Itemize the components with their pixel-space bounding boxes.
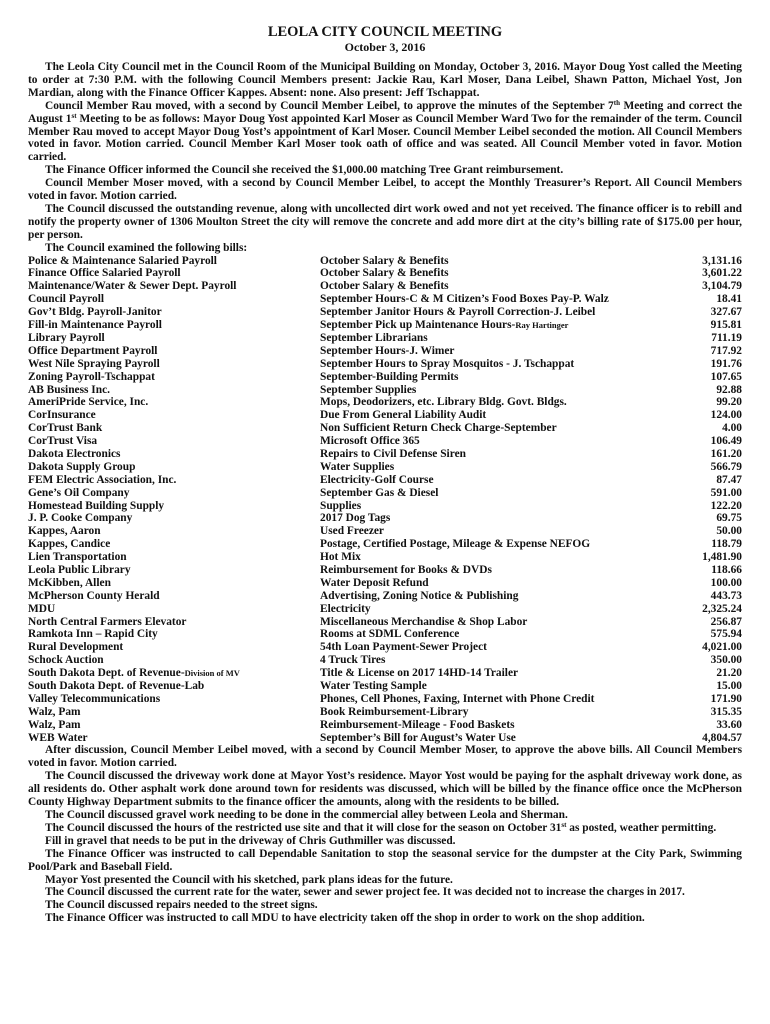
bill-vendor: Walz, Pam (28, 718, 81, 731)
bills-approval-paragraph: After discussion, Council Member Leibel moved, with a second by Council Member Moser, to approve the above bills. All Council Members voted in favor. Motion carried. (28, 744, 742, 770)
bill-row (28, 319, 742, 332)
document-title: LEOLA CITY COUNCIL MEETING (267, 24, 503, 40)
park-plans-paragraph: Mayor Yost presented the Council with his sketched, park plans ideas for the future. (45, 873, 453, 886)
fill-gravel-paragraph: Fill in gravel that needs to be put in the driveway of Chris Guthmiller was discussed. (45, 834, 456, 847)
bill-amount: 591.00 (710, 486, 742, 499)
bill-vendor: Gene’s Oil Company (28, 486, 130, 499)
bill-description: Water Deposit Refund (320, 576, 429, 589)
bill-vendor: Office Department Payroll (28, 344, 158, 357)
bill-amount: 50.00 (716, 525, 742, 538)
bill-vendor: CorTrust Visa (28, 435, 98, 448)
bill-description: 54th Loan Payment-Sewer Project (320, 641, 487, 654)
bill-row (28, 641, 742, 654)
bill-amount: 18.41 (716, 293, 742, 306)
bill-amount: 566.79 (710, 460, 742, 473)
bill-description: 2017 Dog Tags (320, 512, 391, 525)
bill-amount: 191.76 (710, 357, 742, 370)
bill-amount: 256.87 (710, 615, 742, 628)
bill-amount: 106.49 (710, 435, 742, 448)
bill-row (28, 345, 742, 358)
meeting-date: October 3, 2016 (344, 40, 426, 54)
bill-description: Reimbursement for Books & DVDs (320, 563, 492, 576)
bill-vendor: Gov’t Bldg. Payroll-Janitor (28, 306, 162, 319)
bill-description: Advertising, Zoning Notice & Publishing (320, 589, 519, 602)
bill-description: Supplies (320, 499, 362, 512)
bill-vendor: Police & Maintenance Salaried Payroll (28, 254, 217, 267)
bill-description: Water Testing Sample (320, 679, 427, 692)
bill-row (28, 267, 742, 280)
bill-row (28, 538, 742, 551)
bill-description: September Pick up Maintenance Hours-Ray Hartinger (320, 319, 569, 332)
bill-amount: 21.20 (716, 667, 742, 680)
bill-vendor: Ramkota Inn – Rapid City (28, 628, 158, 641)
bill-description: September Janitor Hours & Payroll Correction-J. Leibel (320, 306, 596, 319)
bill-row (28, 280, 742, 293)
bill-amount: 3,131.16 (702, 254, 742, 267)
bill-vendor: Homestead Building Supply (28, 499, 165, 512)
bill-amount: 118.66 (711, 563, 742, 576)
bill-description: September Hours to Spray Mosquitos - J. Tschappat (320, 357, 575, 370)
bill-amount: 15.00 (716, 679, 742, 692)
bill-description: Postage, Certified Postage, Mileage & Expense NEFOG (320, 538, 591, 551)
bill-description: Repairs to Civil Defense Siren (320, 447, 466, 460)
bill-row (28, 500, 742, 513)
bill-description: September Gas & Diesel (320, 486, 439, 499)
bill-description: Due From General Liability Audit (320, 409, 487, 422)
bill-amount: 711.19 (711, 331, 742, 344)
bill-description: October Salary & Benefits (320, 254, 449, 267)
bill-amount: 99.20 (716, 396, 742, 409)
bill-amount: 350.00 (710, 654, 742, 667)
bill-vendor: Maintenance/Water & Sewer Dept. Payroll (28, 280, 237, 293)
bill-amount: 327.67 (710, 306, 742, 319)
bill-vendor: West Nile Spraying Payroll (28, 357, 160, 370)
bill-description: Microsoft Office 365 (320, 435, 420, 448)
bill-vendor: Schock Auction (28, 654, 104, 667)
bill-vendor: J. P. Cooke Company (28, 512, 133, 525)
tree-grant-paragraph: The Finance Officer informed the Council she received the $1,000.00 matching Tree Grant reimbursement. (45, 164, 564, 177)
bill-vendor: AmeriPride Service, Inc. (28, 396, 149, 409)
bill-vendor: Kappes, Aaron (28, 525, 101, 538)
bill-amount: 87.47 (716, 473, 742, 486)
bill-vendor: McKibben, Allen (28, 576, 111, 589)
bill-amount: 2,325.24 (702, 602, 742, 615)
bill-amount: 33.60 (716, 718, 742, 731)
bill-description: Mops, Deodorizers, etc. Library Bldg. Govt. Bldgs. (320, 396, 567, 409)
bill-row (28, 719, 742, 732)
bill-row (28, 487, 742, 500)
bill-row (28, 422, 742, 435)
bill-description: Phones, Cell Phones, Faxing, Internet with Phone Credit (320, 692, 595, 705)
outstanding-revenue-paragraph: The Council discussed the outstanding revenue, along with uncollected dirt work owed and not yet received. The finance officer is to rebill and notify the property owner of 1306 Moulton Street the city will remove the concrete and add more dirt at the city’s billing rate of $175.00 per hour, per person. (28, 202, 742, 241)
gravel-alley-paragraph: The Council discussed gravel work needing to be done in the commercial alley between Leola and Sherman. (45, 808, 568, 821)
bill-description: Used Freezer (320, 525, 384, 538)
bill-description: Rooms at SDML Conference (320, 628, 460, 641)
bill-row (28, 293, 742, 306)
bill-amount: 4,021.00 (702, 641, 742, 654)
bills-intro-paragraph: The Council examined the following bills: (45, 241, 248, 254)
bill-row (28, 732, 742, 745)
bill-vendor: Dakota Electronics (28, 447, 121, 460)
bill-row (28, 654, 742, 667)
treasurer-report-paragraph: Council Member Moser moved, with a second by Council Member Leibel, to accept the Monthly Treasurer’s Report. All Council Members voted in favor. Motion carried. (28, 177, 742, 203)
bill-amount: 315.35 (710, 705, 742, 718)
bill-description: 4 Truck Tires (320, 654, 386, 667)
bill-amount: 92.88 (716, 383, 742, 396)
bill-description: Title & License on 2017 14HD-14 Trailer (320, 667, 519, 680)
bill-row (28, 332, 742, 345)
bill-row (28, 512, 742, 525)
bills-table (28, 255, 742, 745)
bill-description: September’s Bill for August’s Water Use (320, 731, 516, 744)
bill-row (28, 551, 742, 564)
bill-amount: 171.90 (710, 692, 742, 705)
bill-row (28, 474, 742, 487)
bill-vendor: Library Payroll (28, 331, 105, 344)
bill-vendor: Council Payroll (28, 293, 105, 306)
bill-vendor: AB Business Inc. (28, 383, 110, 396)
bill-vendor: Zoning Payroll-Tschappat (28, 370, 155, 383)
bill-vendor: Fill-in Maintenance Payroll (28, 319, 162, 332)
bill-description: Electricity-Golf Course (320, 473, 434, 486)
bill-row (28, 358, 742, 371)
bill-vendor: Finance Office Salaried Payroll (28, 267, 181, 280)
bill-amount: 443.73 (710, 589, 742, 602)
bill-vendor: Leola Public Library (28, 563, 131, 576)
bill-amount: 122.20 (710, 499, 742, 512)
bill-amount: 575.94 (710, 628, 742, 641)
bill-vendor: CorTrust Bank (28, 422, 103, 435)
bill-row (28, 616, 742, 629)
bill-amount: 4,804.57 (702, 731, 742, 744)
bill-vendor: WEB Water (28, 731, 88, 744)
bill-row (28, 667, 742, 680)
street-signs-paragraph: The Council discussed repairs needed to the street signs. (45, 899, 318, 912)
bill-row (28, 603, 742, 616)
bill-amount: 107.65 (710, 370, 742, 383)
bill-description: October Salary & Benefits (320, 267, 449, 280)
bill-row (28, 306, 742, 319)
bill-description: September Hours-J. Wimer (320, 344, 455, 357)
bill-vendor: South Dakota Dept. of Revenue-Division of MV (28, 667, 240, 680)
bill-amount: 100.00 (710, 576, 742, 589)
bill-description: September Librarians (320, 331, 428, 344)
bill-description: Reimbursement-Mileage - Food Baskets (320, 718, 515, 731)
bill-description: Book Reimbursement-Library (320, 705, 469, 718)
bill-row (28, 693, 742, 706)
bill-amount: 124.00 (710, 409, 742, 422)
restricted-site-paragraph: The Council discussed the hours of the restricted use site and that it will close for the season on October 31st as posted, weather permitting. (45, 820, 717, 834)
bill-amount: 717.92 (710, 344, 742, 357)
bill-row (28, 628, 742, 641)
bill-vendor: FEM Electric Association, Inc. (28, 473, 177, 486)
bill-vendor: Walz, Pam (28, 705, 81, 718)
bill-row (28, 461, 742, 474)
bill-row (28, 255, 742, 268)
bill-vendor: Rural Development (28, 641, 124, 654)
bill-description: Miscellaneous Merchandise & Shop Labor (320, 615, 528, 628)
bill-amount: 118.79 (711, 538, 742, 551)
bill-amount: 1,481.90 (702, 551, 742, 564)
bill-description: September Supplies (320, 383, 417, 396)
bill-row (28, 435, 742, 448)
bill-description: Non Sufficient Return Check Charge-September (320, 422, 557, 435)
bill-row (28, 680, 742, 693)
bill-description: September Hours-C & M Citizen’s Food Boxes Pay-P. Walz (320, 293, 609, 306)
bill-row (28, 525, 742, 538)
driveway-paragraph: The Council discussed the driveway work done at Mayor Yost’s residence. Mayor Yost would be paying for the asphalt driveway work done, as all residents do. Other asphalt work done around town for residents was discussed, which will be billed by the finance office once the McPherson County Highway Department submits to the finance officer the amounts, along with the residents to be billed. (28, 770, 742, 809)
bill-vendor: Kappes, Candice (28, 538, 111, 551)
bill-vendor: MDU (28, 602, 56, 615)
bill-amount: 69.75 (716, 512, 742, 525)
bill-description: October Salary & Benefits (320, 280, 449, 293)
bill-description: Water Supplies (320, 460, 395, 473)
bill-amount: 915.81 (710, 319, 742, 332)
bill-row (28, 590, 742, 603)
bill-row (28, 564, 742, 577)
bill-row (28, 577, 742, 590)
bill-amount: 3,601.22 (702, 267, 742, 280)
intro-paragraph: The Leola City Council met in the Council Room of the Municipal Building on Monday, October 3, 2016. Mayor Doug Yost called the Meeting to order at 7:30 P.M. with the following Council Members present: Jackie Rau, Karl Moser, Dana Leibel, Shawn Patton, Michael Yost, Jon Mardian, along with the Finance Officer Kappes. Absent: none. Also present: Jeff Tschappat. (28, 61, 742, 99)
bill-vendor: Valley Telecommunications (28, 692, 161, 705)
dumpster-paragraph: The Finance Officer was instructed to call Dependable Sanitation to stop the seasonal service for the dumpster at the City Park, Swimming Pool/Park and Baseball Field. (28, 847, 742, 873)
bill-vendor: North Central Farmers Elevator (28, 615, 187, 628)
bill-amount: 161.20 (710, 447, 742, 460)
bill-vendor: CorInsurance (28, 409, 96, 422)
bill-row (28, 371, 742, 384)
bill-description: September-Building Permits (320, 370, 459, 383)
bill-row (28, 396, 742, 409)
bill-row (28, 448, 742, 461)
bill-vendor: South Dakota Dept. of Revenue-Lab (28, 679, 205, 692)
bill-amount: 3,104.79 (702, 280, 742, 293)
minutes-motion-paragraph: Council Member Rau moved, with a second by Council Member Leibel, to approve the minutes of the September 7th Meeting and correct the August 1st Meeting to be as follows: Mayor Doug Yost appointed Karl Moser as Council Member Ward Two for the remainder of the term. Council Member Rau moved to accept Mayor Doug Yost’s appointment of Karl Moser. Council Member Leibel seconded the motion. All Council Members voted in favor. Motion carried. Council Member Karl Moser took oath of office and was seated. All Council Member voted in favor. Motion carried. (28, 98, 743, 164)
water-rate-paragraph: The Council discussed the current rate for the water, sewer and sewer project fee. It was decided not to increase the charges in 2017. (45, 886, 685, 899)
bill-description: Electricity (320, 602, 371, 615)
bill-vendor: Lien Transportation (28, 551, 127, 564)
bill-amount: 4.00 (722, 422, 742, 435)
bill-row (28, 706, 742, 719)
mdu-shop-paragraph: The Finance Officer was instructed to call MDU to have electricity taken off the shop in order to work on the shop addition. (45, 912, 645, 925)
bill-row (28, 409, 742, 422)
bill-description: Hot Mix (320, 551, 361, 564)
bill-vendor: McPherson County Herald (28, 589, 160, 602)
bill-row (28, 384, 742, 397)
bill-vendor: Dakota Supply Group (28, 460, 136, 473)
